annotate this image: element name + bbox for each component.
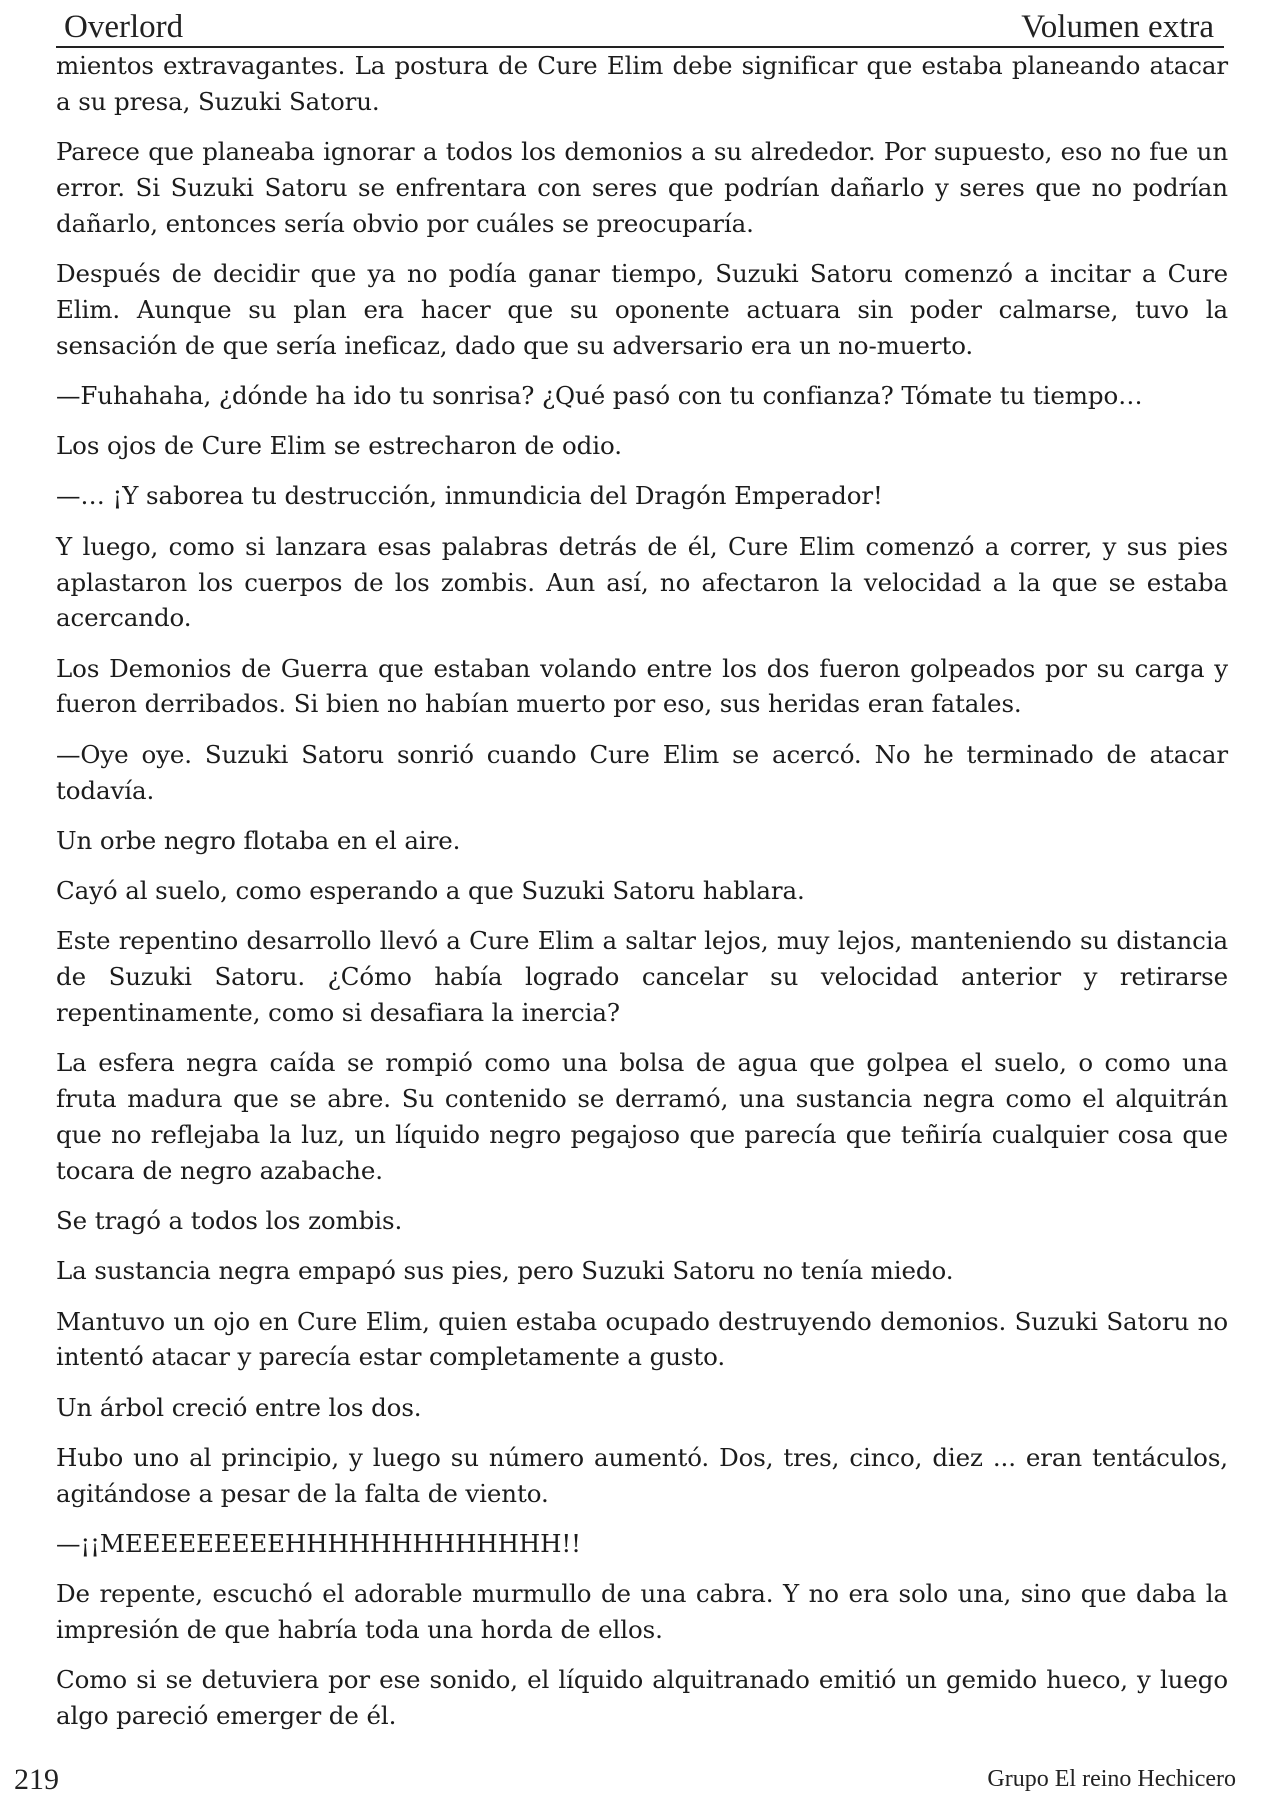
book-title: Overlord <box>64 9 184 45</box>
paragraph: Parece que planeaba ignorar a todos los demonios a su alrededor. Por supuesto, eso no fue un error. Si Suzuki Satoru se enfrentara con seres que podrían dañarlo y seres que no podrían dañarlo, entonces sería obvio por cuáles se preocuparía. <box>56 137 1228 238</box>
paragraph: —Fuhahaha, ¿dónde ha ido tu sonrisa? ¿Qué pasó con tu confianza? Tómate tu tiempo… <box>56 380 1143 410</box>
paragraph: Este repentino desarrollo llevó a Cure Elim a saltar lejos, muy lejos, manteniendo su distancia de Suzuki Satoru. ¿Cómo había logrado cancelar su velocidad anterior y retirarse repentinamente, como si desafiara la inercia? <box>56 926 1228 1028</box>
page-number: 219 <box>14 1763 59 1796</box>
paragraph: Hubo uno al principio, y luego su número aumentó. Dos, tres, cinco, diez ... eran tentáculos, agitándose a pesar de la falta de viento. <box>56 1443 1228 1508</box>
page-footer <box>14 1757 1236 1797</box>
translator-credit: Grupo El reino Hechicero <box>987 1766 1236 1792</box>
paragraph: La sustancia negra empapó sus pies, pero Suzuki Satoru no tenía miedo. <box>56 1256 954 1286</box>
paragraph: De repente, escuchó el adorable murmullo de una cabra. Y no era solo una, sino que daba la impresión de que habría toda una horda de ellos. <box>56 1579 1228 1645</box>
paragraph: —… ¡Y saborea tu destrucción, inmundicia del Dragón Emperador! <box>56 481 883 511</box>
paragraph: La esfera negra caída se rompió como una bolsa de agua que golpea el suelo, o como una fruta madura que se abre. Su contenido se derramó, una sustancia negra como el alquitrán que no reflejaba la luz, un líquido negro pegajoso que parecía que teñiría cualquier cosa que tocara de negro azabache. <box>56 1048 1228 1185</box>
paragraph: —Oye oye. Suzuki Satoru sonrió cuando Cure Elim se acercó. No he terminado de atacar todavía. <box>56 739 1228 805</box>
paragraph: Los Demonios de Guerra que estaban volando entre los dos fueron golpeados por su carga y fueron derribados. Si bien no habían muerto por eso, sus heridas eran fatales. <box>56 653 1228 719</box>
volume-title: Volumen extra <box>1021 9 1214 45</box>
paragraph: Después de decidir que ya no podía ganar tiempo, Suzuki Satoru comenzó a incitar a Cure Elim. Aunque su plan era hacer que su oponente actuara sin poder calmarse, tuvo la sensación de que sería ineficaz, dado que su adversario era un no-muerto. <box>56 258 1228 360</box>
paragraph: —¡¡MEEEEEEEEEHHHHHHHHHHHHH!! <box>56 1529 581 1559</box>
paragraph: Mantuvo un ojo en Cure Elim, quien estaba ocupado destruyendo demonios. Suzuki Satoru no intentó atacar y parecía estar completamente a gusto. <box>56 1306 1228 1372</box>
body-text <box>56 48 1228 1749</box>
paragraph: Un orbe negro flotaba en el aire. <box>56 825 461 855</box>
paragraph: Como si se detuviera por ese sonido, el líquido alquitranado emitió un gemido hueco, y luego algo pareció emerger de él. <box>56 1665 1228 1731</box>
page-header <box>56 6 1224 48</box>
paragraph: Cayó al suelo, como esperando a que Suzuki Satoru hablara. <box>56 876 805 906</box>
paragraph: mientos extravagantes. La postura de Cure Elim debe significar que estaba planeando atacar a su presa, Suzuki Satoru. <box>56 51 1228 116</box>
paragraph: Los ojos de Cure Elim se estrecharon de odio. <box>56 431 622 461</box>
paragraph: Se tragó a todos los zombis. <box>56 1206 403 1236</box>
paragraph: Un árbol creció entre los dos. <box>56 1392 422 1422</box>
paragraph: Y luego, como si lanzara esas palabras detrás de él, Cure Elim comenzó a correr, y sus pies aplastaron los cuerpos de los zombis. Aun así, no afectaron la velocidad a la que se estaba acercando. <box>56 531 1228 633</box>
